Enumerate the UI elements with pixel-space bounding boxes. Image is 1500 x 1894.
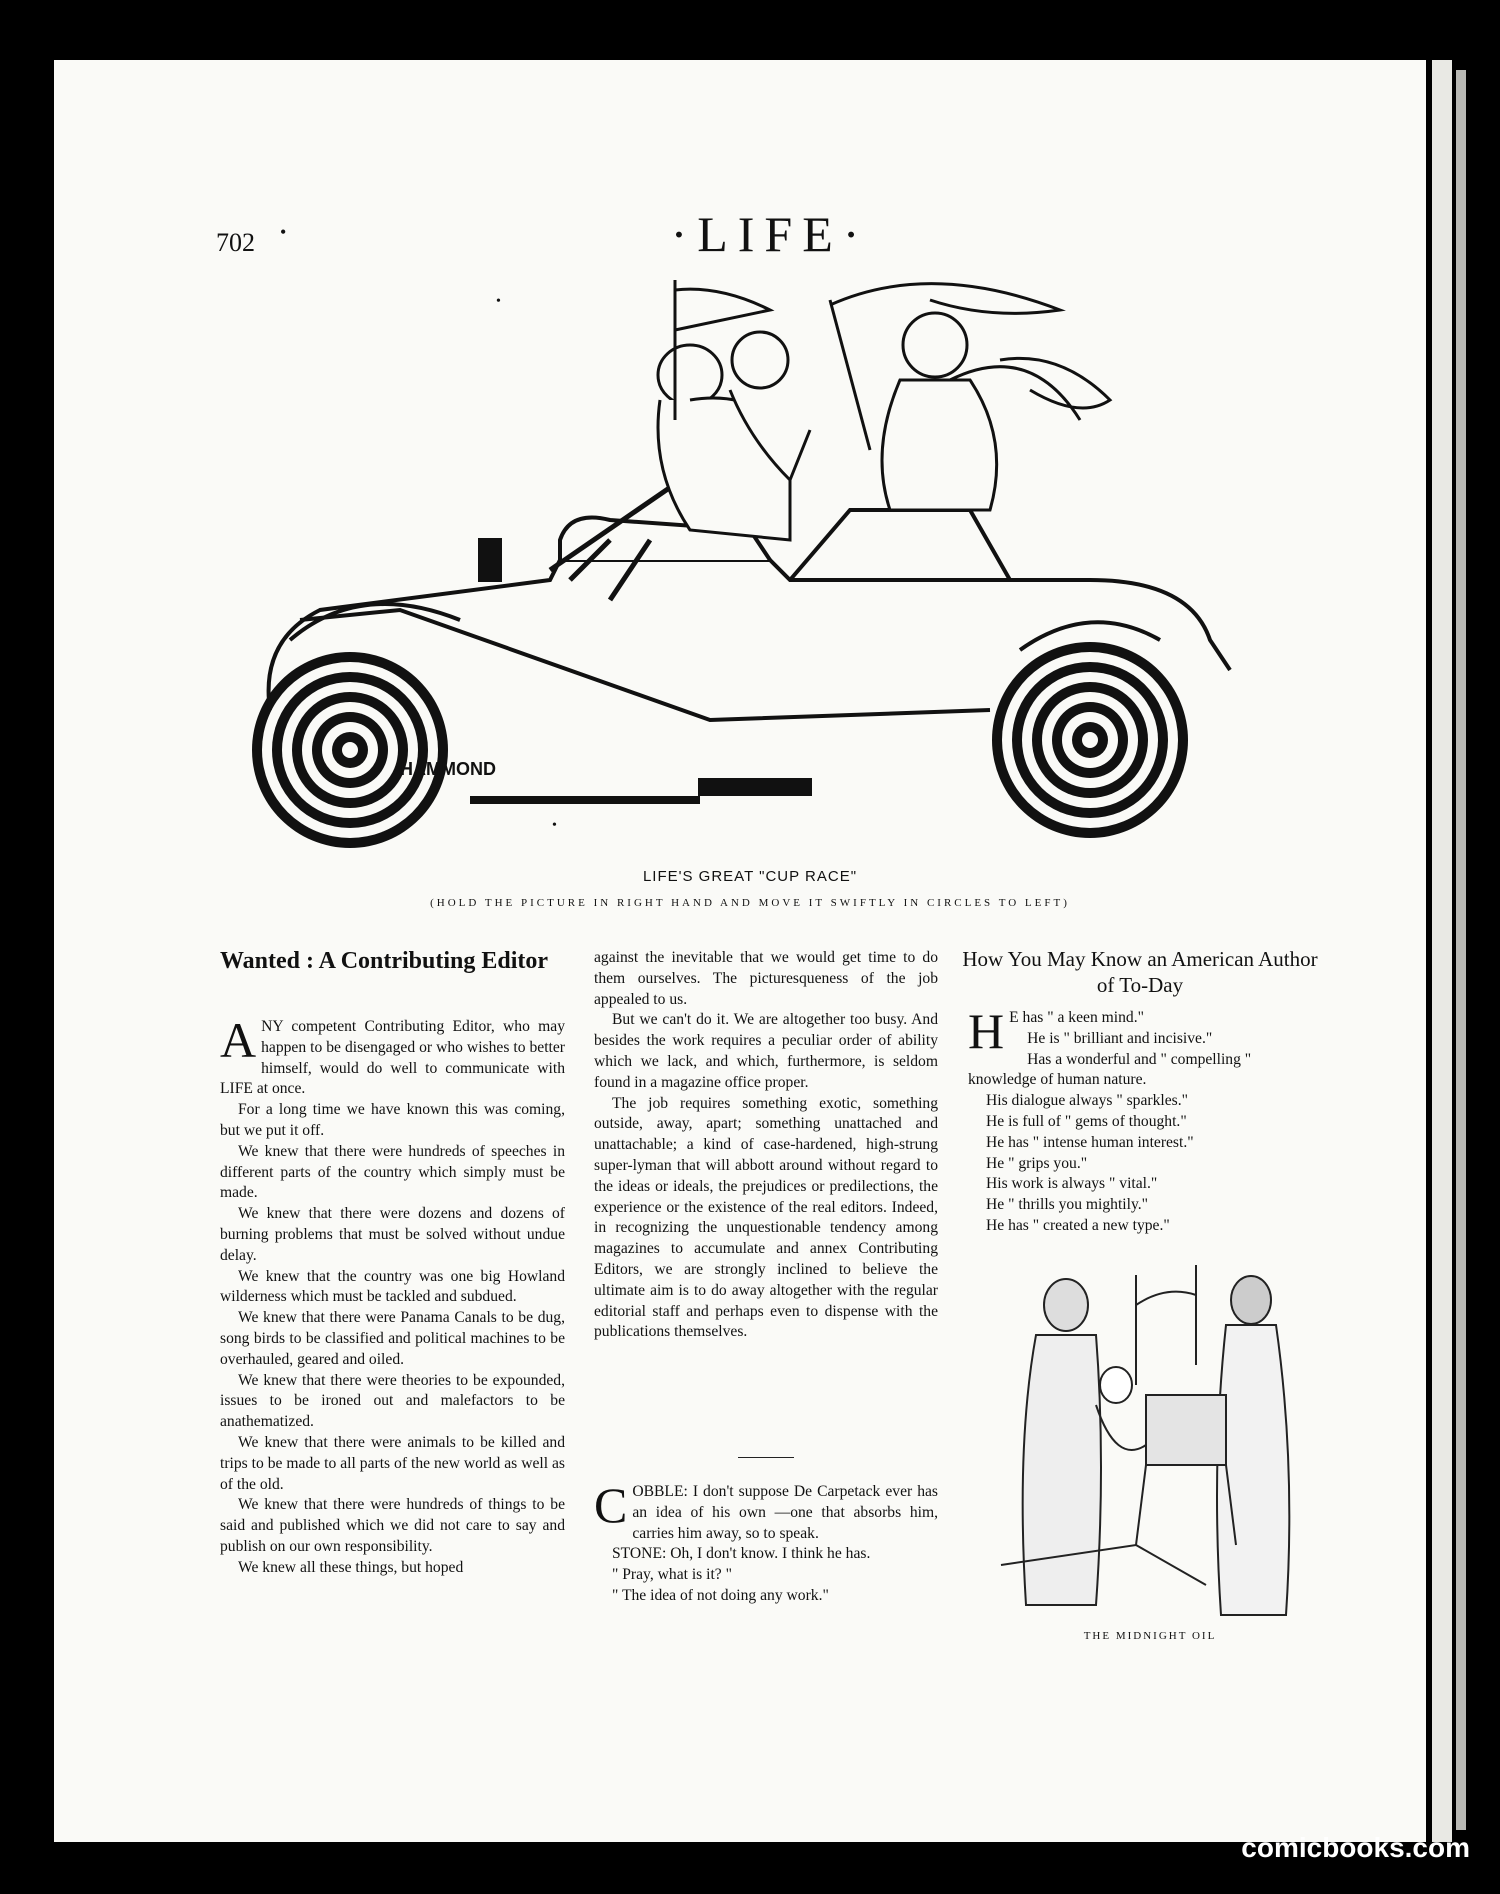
illustration-caption: THE MIDNIGHT OIL [1083, 1630, 1217, 1642]
watermark: comicbooks.com [1241, 1832, 1470, 1863]
list-line: E has " a keen mind." [1009, 1009, 1144, 1026]
facing-page-edge [1432, 60, 1452, 1842]
paragraph: We knew that there were dozens and dozens of burning problems that must be solved without undue delay. [220, 1205, 565, 1264]
paragraph: We knew that there were Panama Canals to be dug, song birds to be classified and political machines to be overhauled, geared and oiled. [220, 1309, 565, 1368]
drop-cap: C [594, 1477, 628, 1533]
stray-dot: • [496, 294, 501, 309]
list-line: He " grips you." [986, 1154, 1088, 1172]
article-column-2 [594, 948, 938, 1343]
artist-signature: HAMMOND [400, 759, 496, 779]
illustration-instruction: (HOLD THE PICTURE IN RIGHT HAND AND MOVE IT SWIFTLY IN CIRCLES TO LEFT) [430, 897, 1070, 909]
midnight-oil-illustration [996, 1245, 1306, 1625]
paragraph: We knew that there were animals to be killed and trips to be made to all parts of the new world as well as of the old. [220, 1433, 565, 1493]
paragraph: But we can't do it. We are altogether too busy. And besides the work requires a peculiar order of ability which we lack, and which, furthermore, is seldom found in a magazine office proper. [594, 1011, 938, 1091]
section-divider [738, 1457, 794, 1458]
drop-cap: A [220, 1012, 257, 1068]
paragraph: We knew that there were theories to be expounded, issues to be ironed out and malefactors to be anathematized. [220, 1371, 565, 1431]
facing-page-edge-shadow [1456, 70, 1466, 1830]
illustration-caption: LIFE'S GREAT "CUP RACE" [642, 868, 858, 885]
paragraph: We knew all these things, but hoped [238, 1558, 464, 1576]
paragraph: against the inevitable that we would get time to do them ourselves. The picturesqueness of the job appealed to us. [594, 949, 938, 1008]
stray-dot: • [552, 818, 557, 833]
masthead: ·LIFE· [670, 206, 870, 262]
list-line: His dialogue always " sparkles." [986, 1092, 1188, 1110]
paragraph: We knew that the country was one big Howland wilderness which must be tackled and subdued. [220, 1267, 565, 1306]
paragraph: The job requires something exotic, something outside, away, apart; something unattached and unattachable; a kind of case-hardened, high-strung super-lyman that will abbott around without regard to the ideas or ideals, the prejudices or predilections, the experience or the existence of the real editors. Indeed, in recognizing the unquestionable tendency among magazines to accumulate and annex Contributing Editors, we are strongly inclined to believe the ultimate aim is to do away altogether with the regular editorial staff and perhaps even to dispense with the publications themselves. [594, 1094, 938, 1341]
article-title: How You May Know an American Author of To-Day [962, 947, 1318, 997]
dialogue-section [594, 1477, 938, 1607]
rear-wheel [252, 652, 448, 848]
paragraph: NY competent Contributing Editor, who may happen to be disengaged or who wishes to better himself, would do well to communicate with LIFE at once. [220, 1018, 565, 1098]
list-line: He " thrills you mightily." [986, 1196, 1149, 1214]
list-line: He is " brilliant and incisive." [1027, 1029, 1213, 1047]
dialogue-line: " The idea of not doing any work." [612, 1586, 829, 1604]
paragraph: For a long time we have known this was coming, but we put it off. [220, 1101, 565, 1139]
paragraph: We knew that there were hundreds of things to be said and published which we did not care to say and publish on our own responsibility. [220, 1496, 565, 1555]
drop-cap: H [968, 1003, 1005, 1059]
article-title: Wanted : A Contributing Editor [220, 948, 549, 974]
page-number: 702 [216, 228, 255, 257]
dialogue-line: OBBLE: I don't suppose De Carpetack ever has an idea of his own —one that absorbs him, carries him away, so to speak. [632, 1483, 938, 1542]
list-line: His work is always " vital." [986, 1175, 1158, 1193]
car-illustration [230, 280, 1320, 850]
article-column-1 [220, 1012, 565, 1579]
dialogue-line: " Pray, what is it? " [612, 1566, 732, 1584]
list-line: He is full of " gems of thought." [986, 1112, 1187, 1130]
list-line: He has " intense human interest." [986, 1133, 1194, 1151]
article-column-3 [968, 1003, 1312, 1237]
front-wheel [992, 642, 1188, 838]
header-bullet: • [280, 222, 287, 242]
paragraph: We knew that there were hundreds of speeches in different parts of the country which simply must be made. [220, 1142, 565, 1202]
list-line: He has " created a new type." [986, 1216, 1170, 1234]
list-line: Has a wonderful and " compelling " knowledge of human nature. [968, 1050, 1252, 1089]
dialogue-line: STONE: Oh, I don't know. I think he has. [612, 1545, 871, 1563]
